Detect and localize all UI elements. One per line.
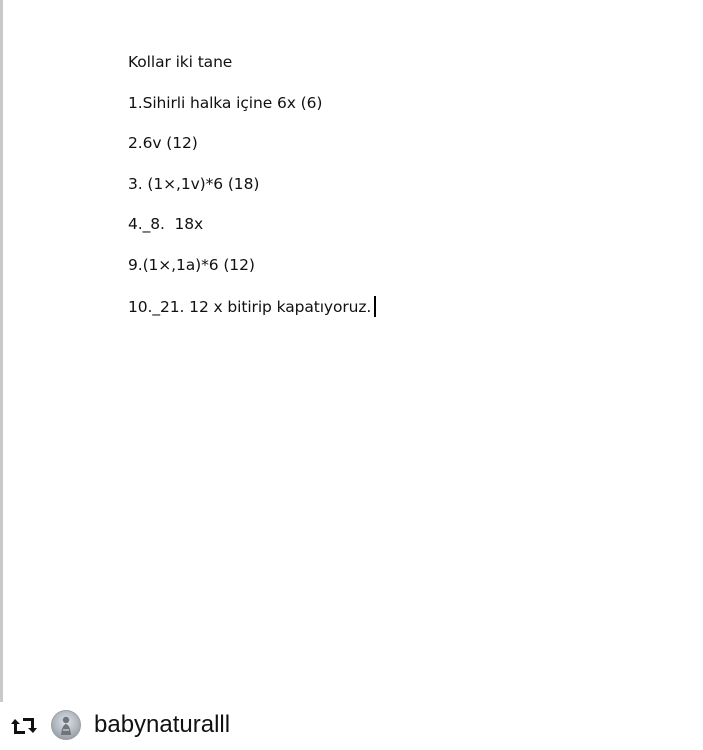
document-text	[128, 52, 376, 336]
repost-icon[interactable]	[9, 715, 39, 737]
document-line-step-9: 9.(1×,1a)*6 (12)	[128, 255, 255, 274]
repost-bar	[0, 702, 703, 750]
document-line-step-10-21	[128, 296, 376, 337]
text-cursor	[374, 296, 376, 317]
avatar-figure-icon	[52, 711, 80, 739]
document-line-step-1: 1.Sihirli halka içine 6x (6)	[128, 93, 323, 112]
document-line-step-2: 2.6v (12)	[128, 134, 198, 153]
repost-username[interactable]: babynaturalll	[94, 711, 231, 738]
document-line-step-3: 3. (1×,1v)*6 (18)	[128, 174, 260, 193]
avatar-icon[interactable]	[51, 710, 81, 740]
document-page	[3, 0, 703, 702]
document-line-title: Kollar iki tane	[128, 53, 233, 71]
document-line-step-4-8: 4._8. 18x	[128, 215, 204, 234]
document-line-step-10-21-text: 10._21. 12 x bitirip kapatıyoruz.	[128, 297, 372, 316]
